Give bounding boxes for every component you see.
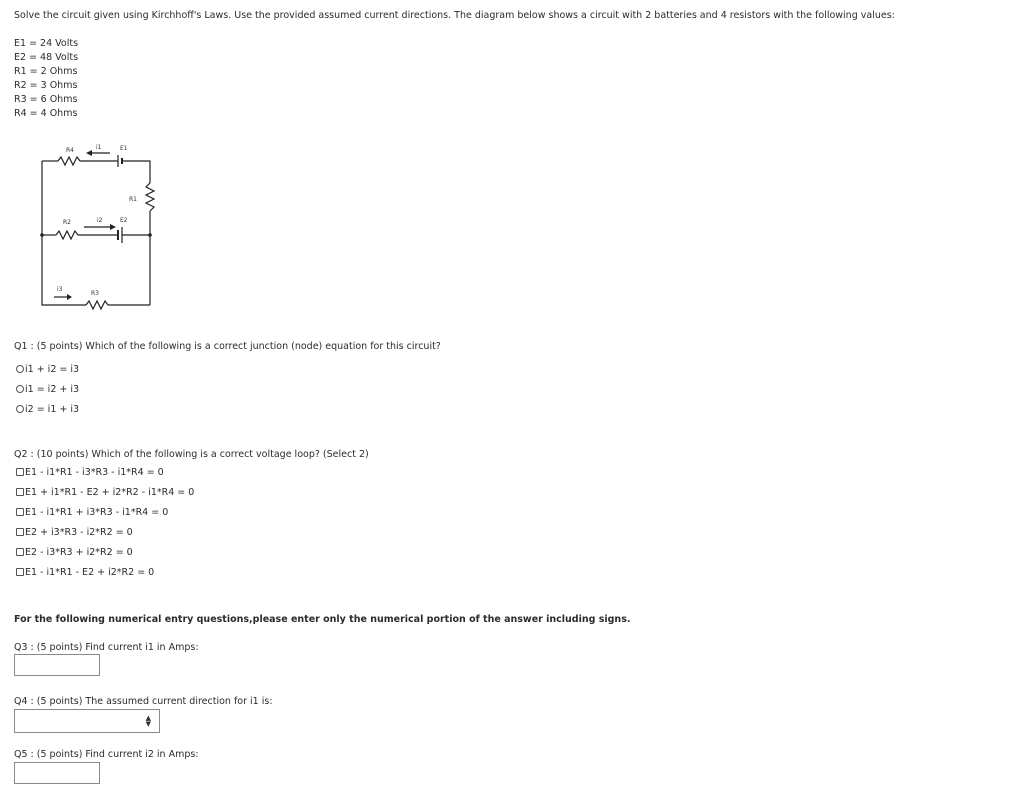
r4-label: R4 (66, 147, 74, 154)
r2-label: R2 (63, 219, 71, 226)
q3-prompt: Q3 : (5 points) Find current i1 in Amps: (14, 642, 199, 653)
value-r2: R2 = 3 Ohms (14, 80, 78, 91)
q1-option[interactable] (16, 382, 79, 396)
checkbox[interactable] (16, 508, 24, 516)
r1-resistor-symbol (146, 183, 154, 211)
q2-option[interactable] (16, 465, 194, 479)
numeric-instructions: For the following numerical entry questions,please enter only the numerical portion of the answer including signs. (14, 614, 631, 625)
radio-button[interactable] (16, 405, 24, 413)
q3-answer-input[interactable] (14, 654, 100, 676)
q2-option-label: E2 - i3*R3 + i2*R2 = 0 (25, 546, 133, 558)
q5-answer-input[interactable] (14, 762, 100, 784)
q5-prompt: Q5 : (5 points) Find current i2 in Amps: (14, 749, 199, 760)
circuit-diagram (30, 138, 160, 318)
q2-option-label: E2 + i3*R3 - i2*R2 = 0 (25, 526, 133, 538)
value-r3: R3 = 6 Ohms (14, 94, 78, 105)
q2-option-label: E1 - i1*R1 - E2 + i2*R2 = 0 (25, 566, 155, 578)
junction-dot (40, 233, 44, 237)
q2-option-label: E1 - i1*R1 + i3*R3 - i1*R4 = 0 (25, 506, 169, 518)
checkbox[interactable] (16, 488, 24, 496)
checkbox[interactable] (16, 548, 24, 556)
radio-button[interactable] (16, 385, 24, 393)
circuit-wire (122, 235, 150, 305)
q1-option[interactable] (16, 402, 79, 416)
value-e1: E1 = 24 Volts (14, 38, 79, 49)
i1-label: i1 (96, 144, 102, 151)
q4-prompt: Q4 : (5 points) The assumed current direction for i1 is: (14, 696, 273, 707)
r3-resistor-symbol (86, 301, 108, 309)
q1-option-label: i2 = i1 + i3 (25, 403, 80, 415)
q1-prompt: Q1 : (5 points) Which of the following is a correct junction (node) equation for this circuit? (14, 341, 441, 352)
q1-option[interactable] (16, 362, 79, 376)
values-list (14, 37, 78, 121)
i3-arrowhead (67, 294, 72, 300)
q2-option-label: E1 - i1*R1 - i3*R3 - i1*R4 = 0 (25, 466, 164, 478)
circuit-wire (42, 161, 58, 305)
q2-option[interactable] (16, 545, 194, 559)
q1-option-label: i1 = i2 + i3 (25, 383, 80, 395)
e2-label: E2 (120, 217, 128, 224)
q4-direction-select[interactable] (14, 709, 160, 733)
value-r1: R1 = 2 Ohms (14, 66, 78, 77)
value-r4: R4 = 4 Ohms (14, 108, 78, 119)
r4-resistor-symbol (58, 157, 80, 165)
checkbox[interactable] (16, 528, 24, 536)
e1-label: E1 (120, 145, 128, 152)
q2-prompt: Q2 : (10 points) Which of the following is a correct voltage loop? (Select 2) (14, 449, 369, 460)
circuit-wire (122, 161, 150, 183)
r2-resistor-symbol (56, 231, 78, 239)
q2-options (16, 465, 194, 579)
checkbox[interactable] (16, 468, 24, 476)
i2-label: i2 (97, 217, 103, 224)
value-e2: E2 = 48 Volts (14, 52, 79, 63)
q2-option[interactable] (16, 565, 194, 579)
i1-arrowhead (86, 150, 92, 156)
r3-label: R3 (91, 290, 99, 297)
i2-arrowhead (110, 224, 116, 230)
radio-button[interactable] (16, 365, 24, 373)
q1-option-label: i1 + i2 = i3 (25, 363, 80, 375)
i3-label: i3 (57, 286, 63, 293)
r1-label: R1 (129, 196, 137, 203)
checkbox[interactable] (16, 568, 24, 576)
q2-option[interactable] (16, 525, 194, 539)
q2-option[interactable] (16, 505, 194, 519)
q1-options (16, 362, 79, 416)
q2-option[interactable] (16, 485, 194, 499)
junction-dot (148, 233, 152, 237)
q2-option-label: E1 + i1*R1 - E2 + i2*R2 - i1*R4 = 0 (25, 486, 195, 498)
intro-text: Solve the circuit given using Kirchhoff's Laws. Use the provided assumed current directions. The diagram below shows a circuit with 2 batteries and 4 resistors with the following values: (14, 10, 895, 21)
select-arrows-icon: ▲ ▼ (145, 714, 151, 728)
